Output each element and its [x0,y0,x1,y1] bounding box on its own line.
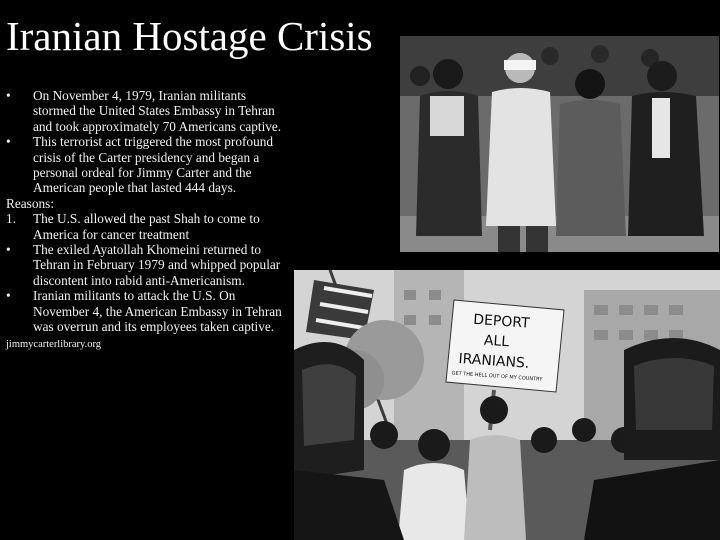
reason-text: The exiled Ayatollah Khomeini returned to Tehran in February 1979 and whipped popular discontent into rabid anti-Americanism. [33,242,281,288]
sign-text-line4: GET THE HELL OUT OF MY COUNTRY [451,370,543,383]
reason-marker: • [6,242,11,258]
bullet-item [6,88,292,134]
bullet-text: On November 4, 1979, Iranian militants stormed the United States Embassy in Tehran and took approximately 70 Americans captive. [33,88,282,134]
reason-marker: • [6,288,11,304]
reasons-label: Reasons: [6,195,55,211]
reason-marker: 1. [6,211,16,227]
bullet-marker: • [6,134,11,150]
bullet-marker: • [6,88,11,103]
reason-item [6,288,292,334]
hostage-photo [400,36,719,252]
reason-text: The U.S. allowed the past Shah to come to America for cancer treatment [33,211,260,242]
bullet-text: This terrorist act triggered the most profound crisis of the Carter presidency and began a personal ordeal for Jimmy Carter and the American people that lasted 444 days. [33,134,274,196]
slide-body [6,88,292,351]
protest-photo [294,270,720,540]
source-credit: jimmycarterlibrary.org [6,338,102,350]
reason-item [6,211,292,242]
slide-title: Iranian Hostage Crisis [6,13,373,59]
sign-text-line1: DEPORT [472,311,531,332]
sign-text-line3: IRANIANS. [458,350,530,372]
sign-text-line2: ALL [483,332,510,351]
reason-text: Iranian militants to attack the U.S. On November 4, the American Embassy in Tehran was overrun and its employees taken captive. [33,288,282,335]
bullet-item [6,134,292,196]
reason-item [6,242,292,288]
